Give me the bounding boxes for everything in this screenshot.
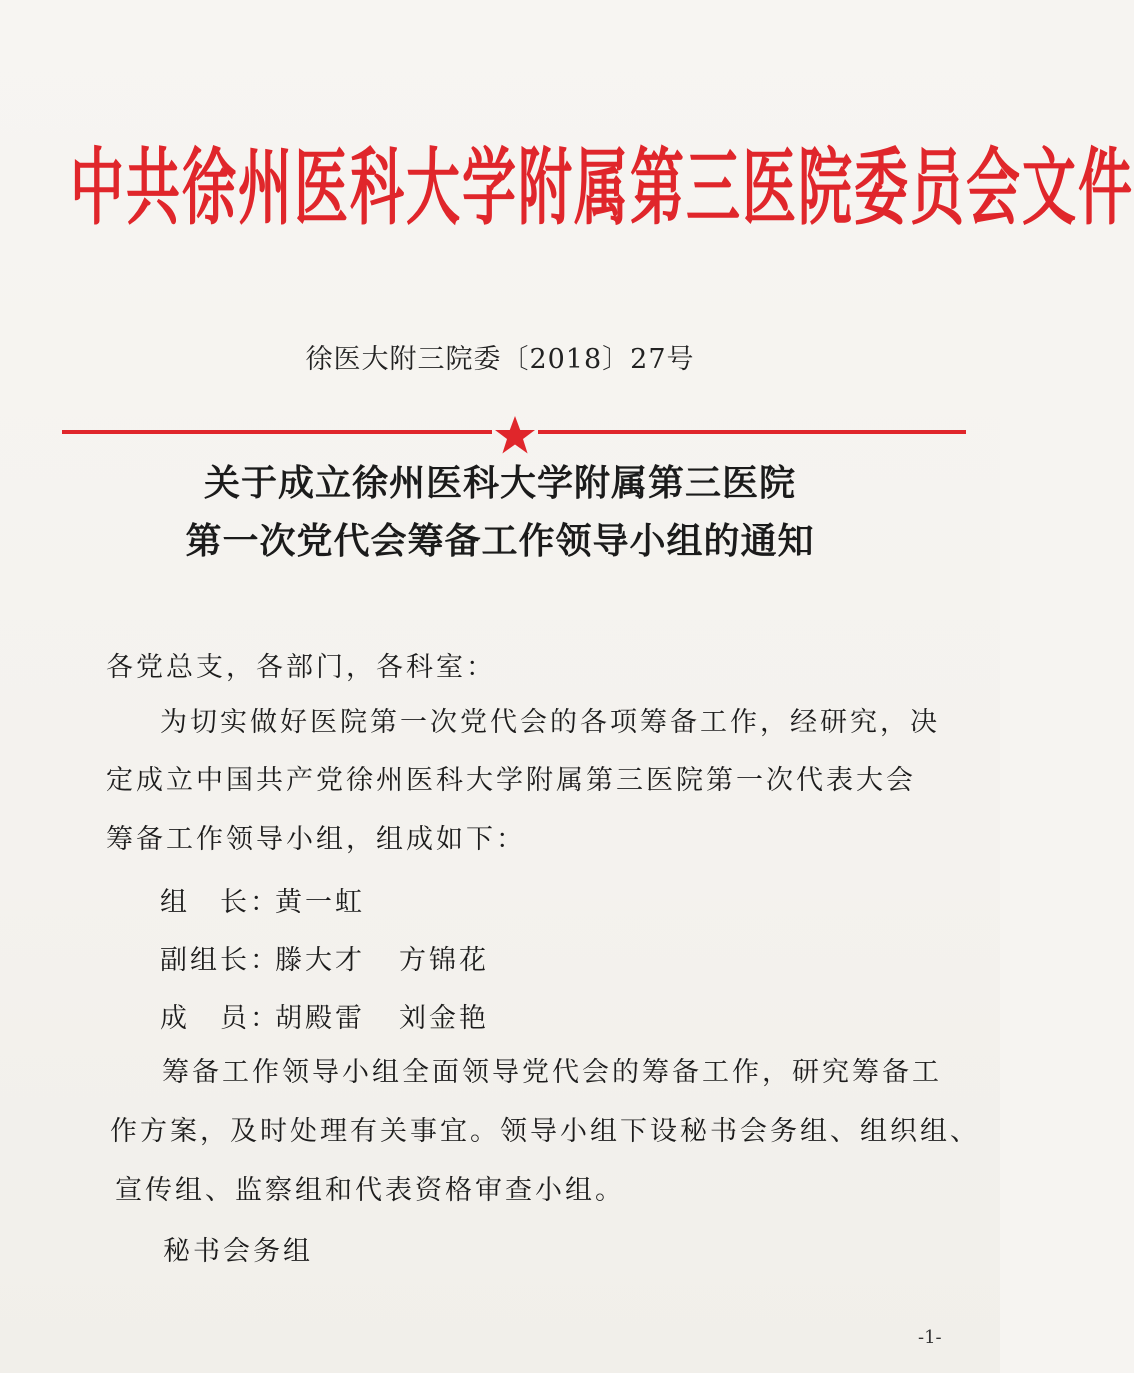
- member-role: 成 员：: [160, 1003, 280, 1034]
- member-name: 方锦花: [399, 945, 489, 976]
- star-icon: [493, 415, 537, 455]
- member-role: 副组长：: [160, 945, 280, 976]
- paragraph-2-line-1: 筹备工作领导小组全面领导党代会的筹备工作，研究筹备工: [162, 1057, 942, 1088]
- paragraph-1-line-1: 为切实做好医院第一次党代会的各项筹备工作，经研究，决: [160, 707, 940, 738]
- member-name: 胡殿雷: [275, 1003, 365, 1034]
- member-row-members: [160, 996, 489, 1035]
- paragraph-2-line-3: 宣传组、监察组和代表资格审查小组。: [115, 1175, 625, 1206]
- page-number: -1-: [918, 1327, 942, 1348]
- red-divider-left: [62, 430, 492, 434]
- member-row-leader: [160, 880, 365, 919]
- member-name: 刘金艳: [399, 1003, 489, 1034]
- red-divider-right: [538, 430, 966, 434]
- notice-title-line-2: 第一次党代会筹备工作领导小组的通知: [185, 521, 815, 562]
- paragraph-1-line-2: 定成立中国共产党徐州医科大学附属第三医院第一次代表大会: [106, 765, 916, 796]
- section-heading: 秘书会务组: [163, 1236, 313, 1267]
- paragraph-1-line-3: 筹备工作领导小组，组成如下：: [106, 824, 526, 855]
- addressee-line: 各党总支，各部门，各科室：: [106, 652, 496, 683]
- paragraph-2-line-2: 作方案，及时处理有关事宜。领导小组下设秘书会务组、组织组、: [110, 1116, 980, 1147]
- document-number: 徐医大附三院委〔2018〕27号: [305, 344, 695, 375]
- document-header-title: 中共徐州医科大学附属第三医院委员会文件: [70, 139, 1134, 237]
- member-role: 组 长：: [160, 887, 280, 918]
- member-row-deputy: [160, 938, 489, 977]
- notice-title-line-1: 关于成立徐州医科大学附属第三医院: [203, 463, 796, 504]
- member-name: 滕大才: [275, 945, 365, 976]
- member-name: 黄一虹: [275, 887, 365, 918]
